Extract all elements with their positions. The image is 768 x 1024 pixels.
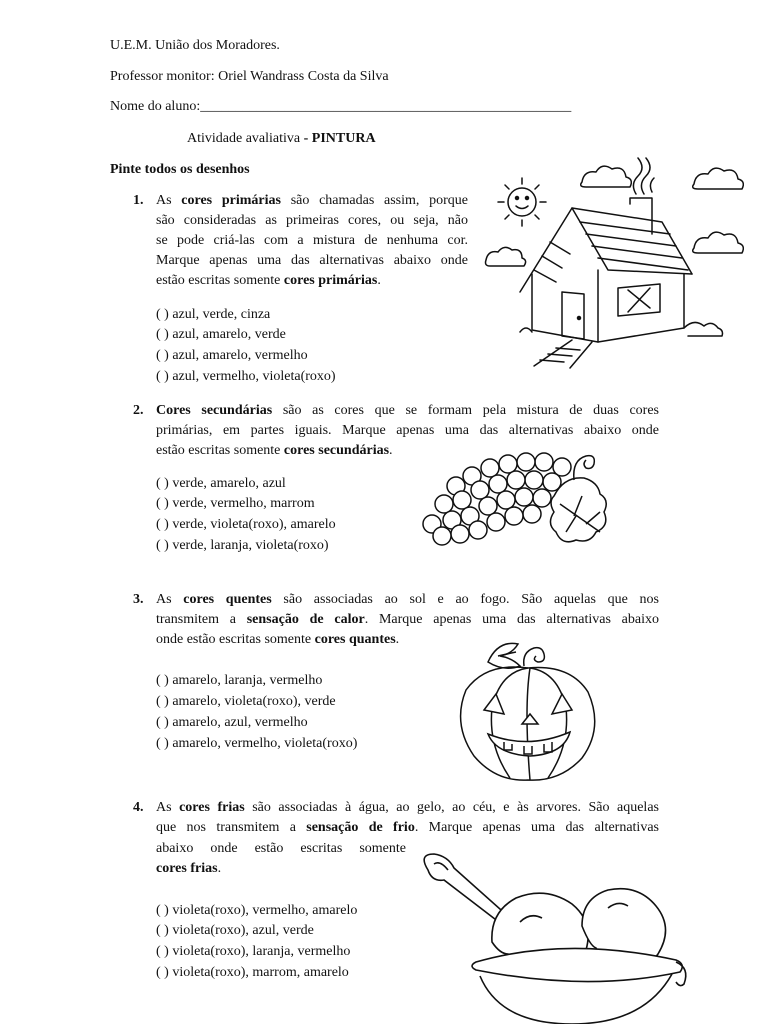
q1-option-1[interactable]: ( ) azul, verde, cinza (156, 307, 271, 322)
student-name-blank: _____________________________________________________ (200, 99, 572, 114)
question-1-text: As cores primárias são chamadas assim, porque são consideradas as primeiras cores, ou seja, não se pode criá-las com a mistura de nenhuma cor. Marque apenas uma das alternativas abaixo onde estão escritas somente cores primárias. (156, 193, 468, 288)
pumpkin-drawing (458, 634, 604, 784)
pumpkin-mouth (488, 732, 570, 756)
question-2-text: Cores secundárias são as cores que se formam pela mistura de duas cores primárias, em partes iguais. Marque apenas uma das alternativas abaixo onde estão escritas somente cores secundárias. (156, 403, 659, 458)
pumpkin-nose (522, 714, 538, 724)
house-drawing (480, 142, 768, 372)
q1-option-3[interactable]: ( ) azul, amarelo, vermelho (156, 348, 308, 363)
grape-bunch (423, 453, 571, 545)
q1-option-2[interactable]: ( ) azul, amarelo, verde (156, 327, 286, 342)
student-name-line[interactable] (110, 97, 571, 117)
pumpkin-eye-right (552, 694, 572, 714)
cloud-icon (693, 232, 744, 253)
cloud-icon (486, 247, 526, 266)
q4-option-2[interactable]: ( ) violeta(roxo), azul, verde (156, 923, 314, 938)
pumpkin-leaf (488, 643, 520, 668)
q2-option-1[interactable]: ( ) verde, amarelo, azul (156, 476, 286, 491)
cloud-icon (693, 168, 744, 189)
question-4-text: As cores frias são associadas à água, ao gelo, ao céu, e às arvores. São aquelas que nos transmitem a sensação de frio. Marque apenas uma das alternativas (156, 800, 659, 835)
instruction: Pinte todos os desenhos (110, 162, 250, 177)
question-2-number: 2. (133, 403, 144, 418)
icecream-drawing (414, 846, 704, 1024)
activity-title (187, 129, 376, 149)
grapes-drawing (414, 440, 614, 550)
q2-option-2[interactable]: ( ) verde, vermelho, marrom (156, 496, 315, 511)
q3-option-4[interactable]: ( ) amarelo, vermelho, violeta(roxo) (156, 736, 358, 751)
question-4-number: 4. (133, 800, 144, 815)
q2-option-3[interactable]: ( ) verde, violeta(roxo), amarelo (156, 517, 336, 532)
question-3-text: As cores quentes são associadas ao sol e ao fogo. São aquelas que nos transmitem a sensação de calor. Marque apenas uma das alternativas abaixo onde estão escritas somente cores quantes. (156, 592, 660, 647)
q4-option-3[interactable]: ( ) violeta(roxo), laranja, vermelho (156, 944, 351, 959)
question-4-text-cont: abaixo onde estão escritas somente cores frias. (156, 841, 406, 876)
q4-option-4[interactable]: ( ) violeta(roxo), marrom, amarelo (156, 965, 349, 980)
q4-option-1[interactable]: ( ) violeta(roxo), vermelho, amarelo (156, 903, 358, 918)
sun-icon (498, 178, 546, 226)
teacher-name: Professor monitor: Oriel Wandrass Costa da Silva (110, 69, 389, 84)
q3-option-1[interactable]: ( ) amarelo, laranja, vermelho (156, 673, 323, 688)
q2-option-4[interactable]: ( ) verde, laranja, violeta(roxo) (156, 538, 329, 553)
q3-option-2[interactable]: ( ) amarelo, violeta(roxo), verde (156, 694, 336, 709)
student-name-label: Nome do aluno: (110, 99, 201, 114)
question-1-number: 1. (133, 193, 144, 208)
question-3-number: 3. (133, 592, 144, 607)
pumpkin-eye-left (484, 694, 504, 714)
school-name: U.E.M. União dos Moradores. (110, 38, 280, 53)
q1-option-4[interactable]: ( ) azul, vermelho, violeta(roxo) (156, 369, 336, 384)
q3-option-3[interactable]: ( ) amarelo, azul, vermelho (156, 715, 308, 730)
activity-name: - PINTURA (303, 131, 376, 146)
activity-prefix: Atividade avaliativa (187, 131, 304, 146)
cloud-icon (581, 166, 632, 187)
pumpkin-stem (524, 648, 545, 666)
